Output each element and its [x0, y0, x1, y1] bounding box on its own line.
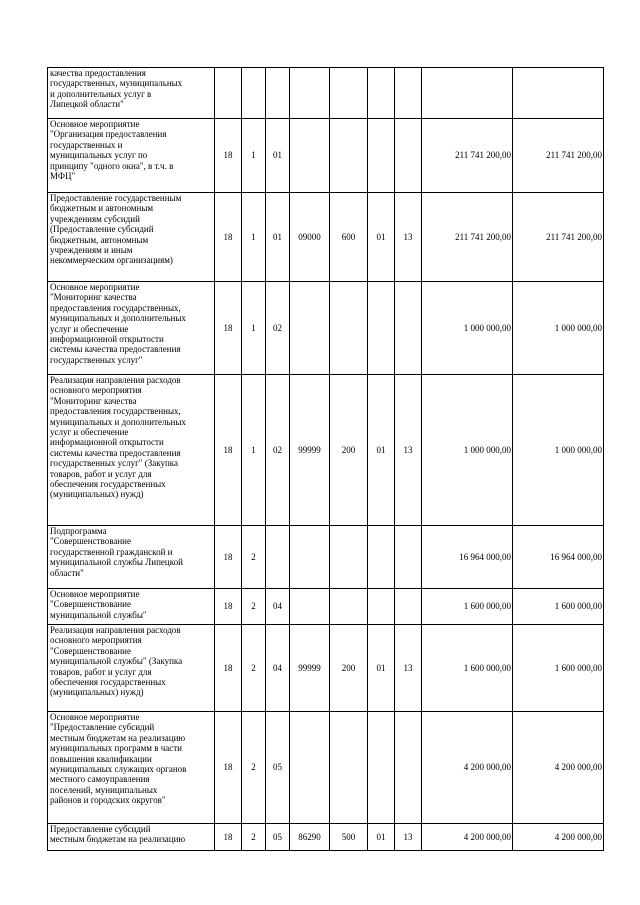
row-name-cell: Реализация направления расходов основного мероприятия "Мониторинг качества предоставления государственных, муниципальных и дополнительных услуг и обеспечение информационной открытости системы качества предоставления государственных услуг" (Закупка товаров, работ и услуг для обеспечения государственных (муниципальных) нужд) — [48, 375, 215, 526]
activity-code-cell: 04 — [266, 589, 290, 625]
expense-type-cell — [330, 589, 368, 625]
row-name-cell: Основное мероприятие "Предоставление субсидий местным бюджетам на реализацию муниципальных программ в части повышения квалификации муниципальных служащих органов местного самоуправления поселений, муниципальных районов и городских округов" — [48, 712, 215, 824]
subprogram-code-cell: 1 — [242, 282, 266, 375]
row-name-cell: Подпрограмма "Совершенствование государственной гражданской и муниципальной службы Липецкой области" — [48, 526, 215, 589]
expense-type-cell: 500 — [330, 824, 368, 851]
table-row — [48, 375, 604, 526]
subsection-cell — [395, 712, 422, 824]
activity-code-cell — [266, 526, 290, 589]
amount-1-cell: 1 000 000,00 — [422, 282, 513, 375]
section-cell: 01 — [368, 193, 395, 282]
subprogram-code-cell: 2 — [242, 824, 266, 851]
activity-code-cell: 02 — [266, 282, 290, 375]
expense-type-cell: 200 — [330, 625, 368, 712]
direction-code-cell — [290, 68, 330, 119]
amount-1-cell: 4 200 000,00 — [422, 824, 513, 851]
table-row — [48, 119, 604, 193]
expense-type-cell — [330, 282, 368, 375]
amount-1-cell: 4 200 000,00 — [422, 712, 513, 824]
amount-1-cell — [422, 68, 513, 119]
section-cell — [368, 119, 395, 193]
row-name-cell: качества предоставления государственных, муниципальных и дополнительных услуг в Липецкой области" — [48, 68, 215, 119]
gr-code-cell — [215, 68, 242, 119]
amount-1-cell: 1 000 000,00 — [422, 375, 513, 526]
amount-2-cell: 211 741 200,00 — [513, 193, 604, 282]
amount-1-cell: 16 964 000,00 — [422, 526, 513, 589]
direction-code-cell: 09000 — [290, 193, 330, 282]
subprogram-code-cell — [242, 68, 266, 119]
direction-code-cell — [290, 589, 330, 625]
subsection-cell: 13 — [395, 824, 422, 851]
direction-code-cell — [290, 712, 330, 824]
amount-2-cell — [513, 68, 604, 119]
section-cell: 01 — [368, 824, 395, 851]
amount-2-cell: 16 964 000,00 — [513, 526, 604, 589]
table-row — [48, 712, 604, 824]
gr-code-cell: 18 — [215, 119, 242, 193]
row-name-cell: Предоставление государственным бюджетным и автономным учреждениям субсидий (Предоставление субсидий бюджетным, автономным учреждениям и иным некоммерческим организациям) — [48, 193, 215, 282]
amount-2-cell: 211 741 200,00 — [513, 119, 604, 193]
gr-code-cell: 18 — [215, 193, 242, 282]
expense-type-cell — [330, 712, 368, 824]
expense-type-cell: 600 — [330, 193, 368, 282]
subprogram-code-cell: 2 — [242, 526, 266, 589]
direction-code-cell — [290, 526, 330, 589]
subprogram-code-cell: 1 — [242, 193, 266, 282]
activity-code-cell: 05 — [266, 824, 290, 851]
expense-type-cell — [330, 68, 368, 119]
direction-code-cell: 99999 — [290, 625, 330, 712]
amount-2-cell: 4 200 000,00 — [513, 824, 604, 851]
gr-code-cell: 18 — [215, 526, 242, 589]
section-cell — [368, 68, 395, 119]
amount-1-cell: 211 741 200,00 — [422, 193, 513, 282]
section-cell — [368, 589, 395, 625]
amount-2-cell: 1 600 000,00 — [513, 625, 604, 712]
row-name-cell: Предоставление субсидий местным бюджетам на реализацию — [48, 824, 215, 851]
subsection-cell — [395, 589, 422, 625]
table-row — [48, 589, 604, 625]
subsection-cell: 13 — [395, 625, 422, 712]
subsection-cell — [395, 526, 422, 589]
direction-code-cell — [290, 119, 330, 193]
activity-code-cell: 01 — [266, 193, 290, 282]
direction-code-cell — [290, 282, 330, 375]
table-body — [48, 68, 604, 851]
activity-code-cell: 04 — [266, 625, 290, 712]
amount-1-cell: 1 600 000,00 — [422, 625, 513, 712]
table-row — [48, 824, 604, 851]
activity-code-cell: 02 — [266, 375, 290, 526]
table-row — [48, 68, 604, 119]
activity-code-cell — [266, 68, 290, 119]
amount-2-cell: 4 200 000,00 — [513, 712, 604, 824]
gr-code-cell: 18 — [215, 589, 242, 625]
subprogram-code-cell: 2 — [242, 625, 266, 712]
table-row — [48, 282, 604, 375]
budget-table — [47, 67, 604, 851]
row-name-cell: Основное мероприятие "Мониторинг качества предоставления государственных, муниципальных и дополнительных услуг и обеспечение информационной открытости системы качества предоставления государственных услуг" — [48, 282, 215, 375]
direction-code-cell: 99999 — [290, 375, 330, 526]
table-row — [48, 526, 604, 589]
expense-type-cell: 200 — [330, 375, 368, 526]
section-cell — [368, 712, 395, 824]
subsection-cell — [395, 68, 422, 119]
activity-code-cell: 05 — [266, 712, 290, 824]
subsection-cell — [395, 119, 422, 193]
gr-code-cell: 18 — [215, 625, 242, 712]
amount-2-cell: 1 000 000,00 — [513, 282, 604, 375]
subprogram-code-cell: 2 — [242, 589, 266, 625]
section-cell — [368, 282, 395, 375]
activity-code-cell: 01 — [266, 119, 290, 193]
subsection-cell: 13 — [395, 193, 422, 282]
expense-type-cell — [330, 119, 368, 193]
row-name-cell: Основное мероприятие "Организация предоставления государственных и муниципальных услуг по принципу "одного окна", в т.ч. в МФЦ" — [48, 119, 215, 193]
gr-code-cell: 18 — [215, 712, 242, 824]
subprogram-code-cell: 1 — [242, 375, 266, 526]
amount-1-cell: 1 600 000,00 — [422, 589, 513, 625]
subprogram-code-cell: 2 — [242, 712, 266, 824]
subprogram-code-cell: 1 — [242, 119, 266, 193]
amount-1-cell: 211 741 200,00 — [422, 119, 513, 193]
amount-2-cell: 1 600 000,00 — [513, 589, 604, 625]
table-row — [48, 625, 604, 712]
section-cell: 01 — [368, 375, 395, 526]
subsection-cell: 13 — [395, 375, 422, 526]
gr-code-cell: 18 — [215, 375, 242, 526]
table-row — [48, 193, 604, 282]
gr-code-cell: 18 — [215, 824, 242, 851]
direction-code-cell: 86290 — [290, 824, 330, 851]
section-cell — [368, 526, 395, 589]
subsection-cell — [395, 282, 422, 375]
gr-code-cell: 18 — [215, 282, 242, 375]
row-name-cell: Реализация направления расходов основного мероприятия "Совершенствование муниципальной службы" (Закупка товаров, работ и услуг для обеспечения государственных (муниципальных) нужд) — [48, 625, 215, 712]
row-name-cell: Основное мероприятие "Совершенствование муниципальной службы" — [48, 589, 215, 625]
expense-type-cell — [330, 526, 368, 589]
amount-2-cell: 1 000 000,00 — [513, 375, 604, 526]
section-cell: 01 — [368, 625, 395, 712]
